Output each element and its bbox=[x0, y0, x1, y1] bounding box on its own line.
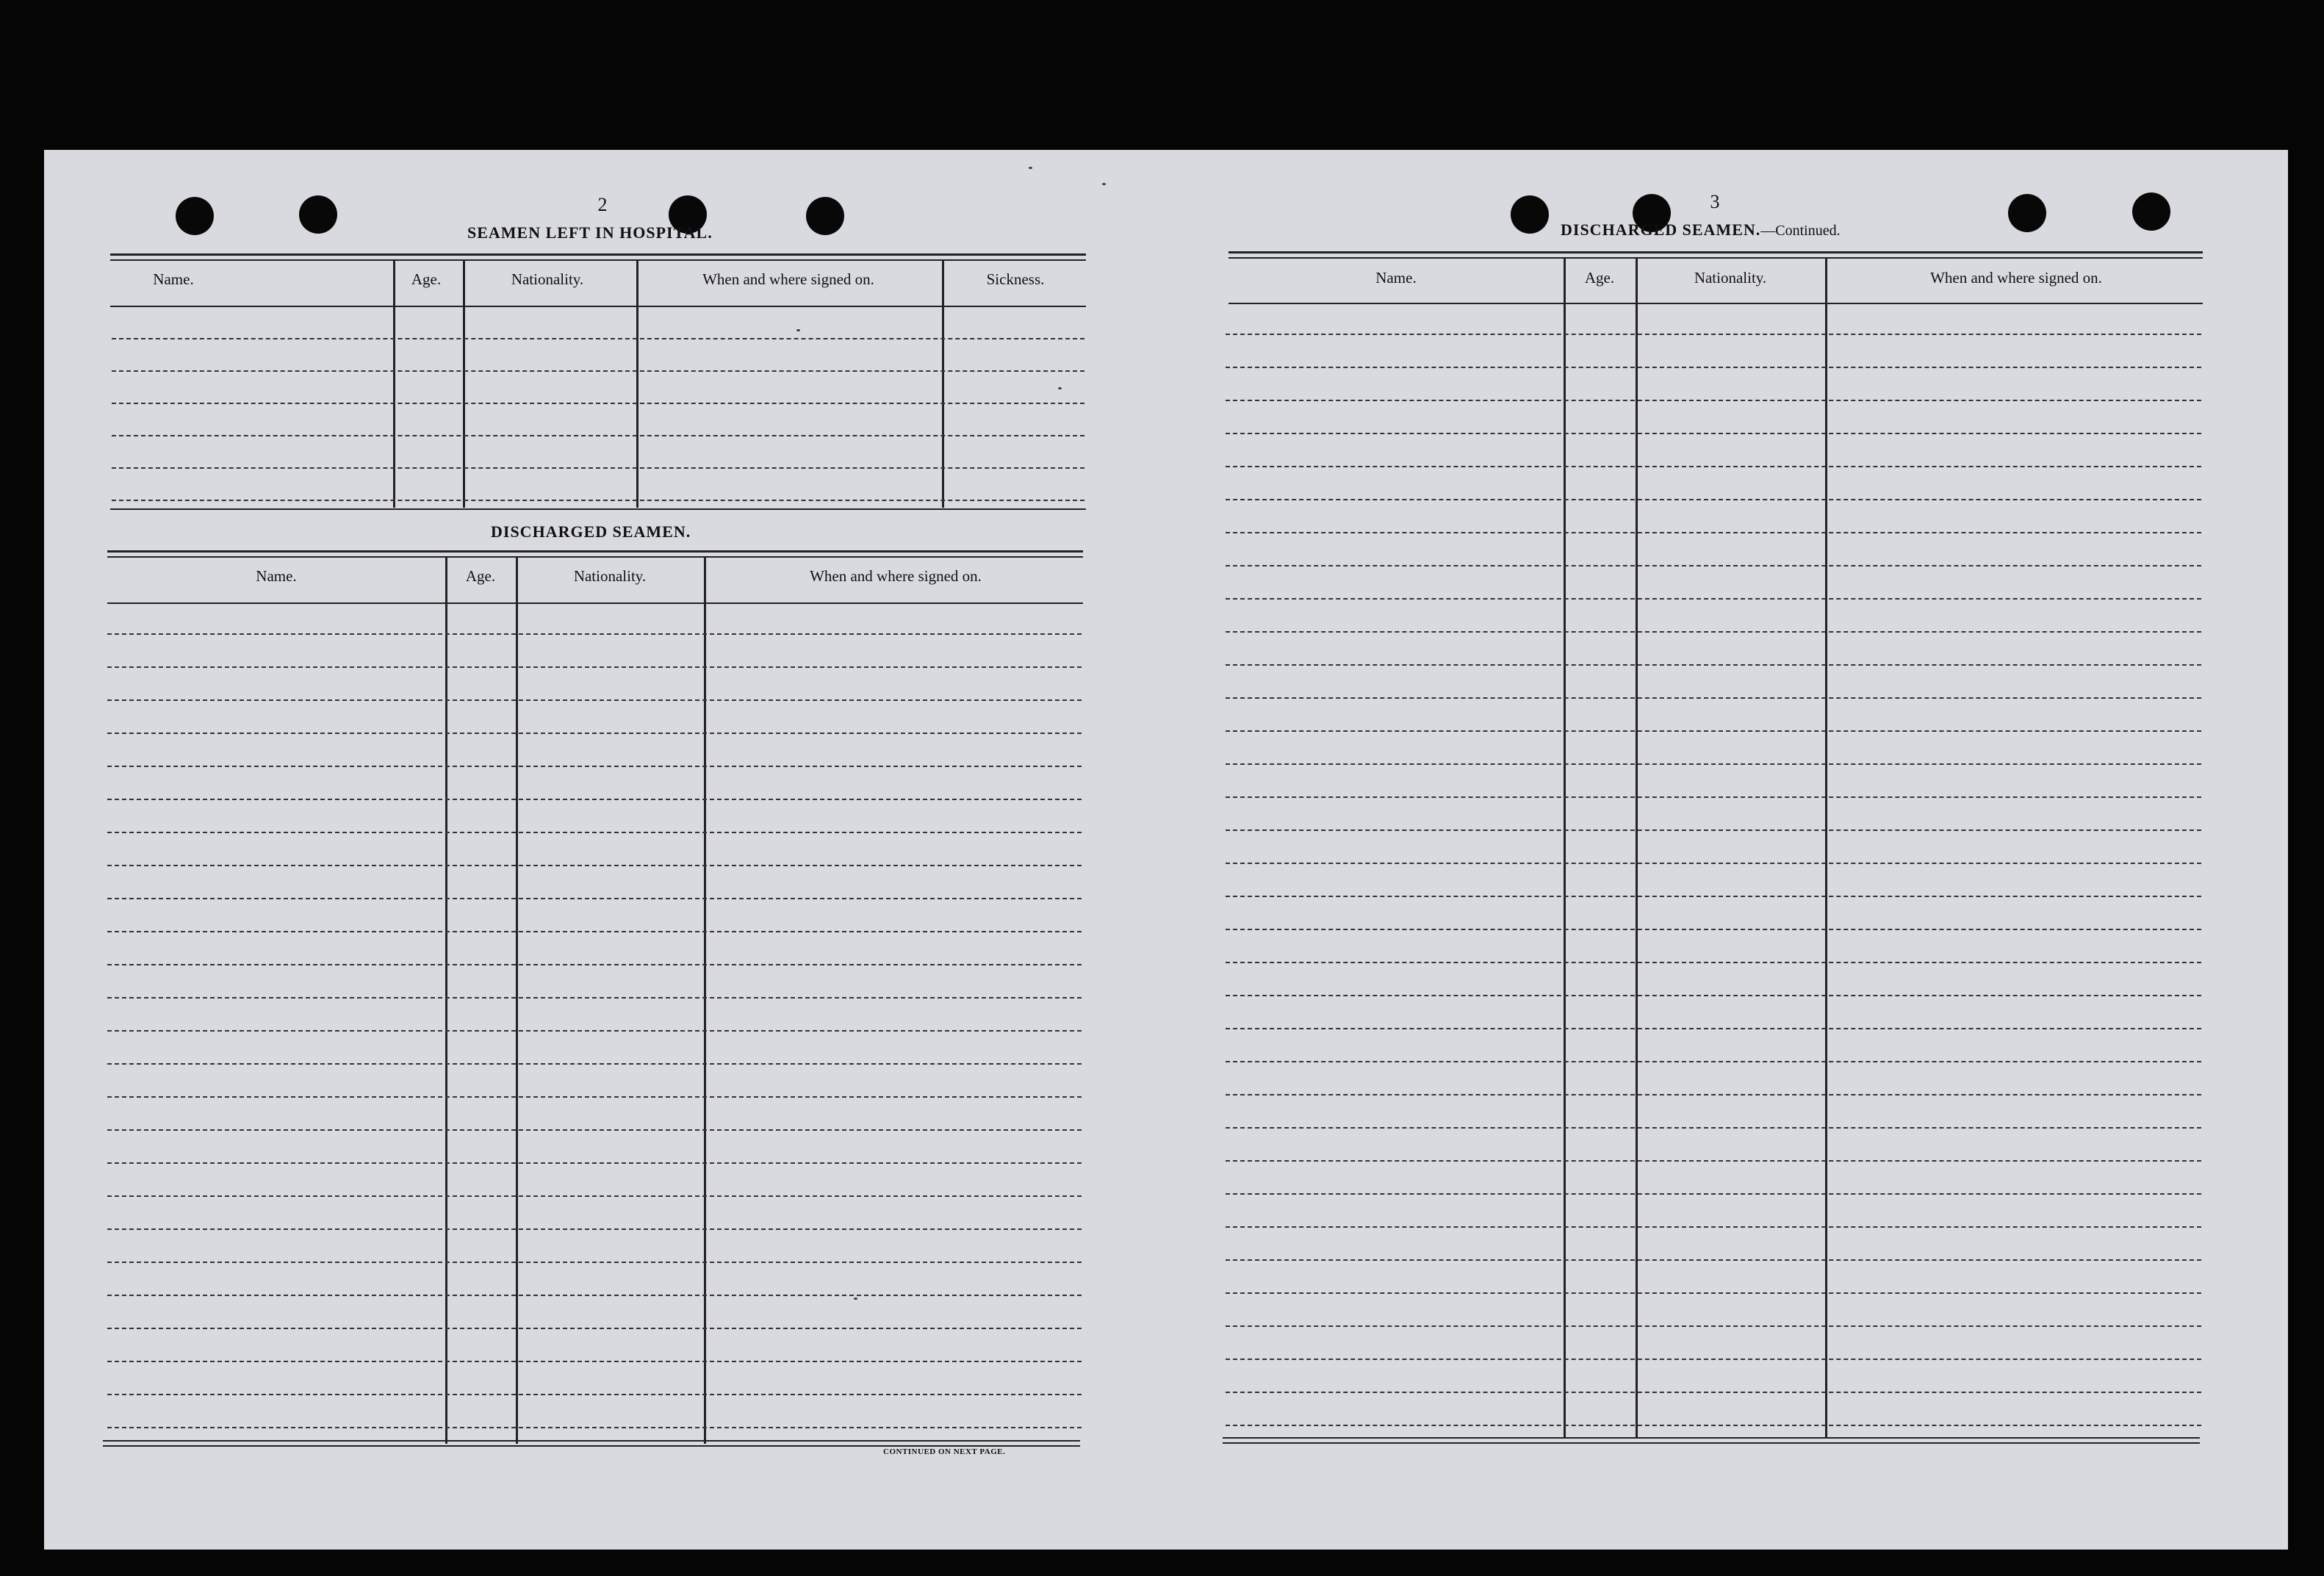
page-number-left: 2 bbox=[597, 194, 608, 215]
discharged-col-divider bbox=[445, 556, 447, 1444]
continued-col-age: Age. bbox=[1584, 269, 1615, 287]
hospital-section-title: SEAMEN LEFT IN HOSPITAL. bbox=[467, 223, 713, 242]
hospital-row-line bbox=[112, 467, 1084, 469]
discharged-table-bottom-rule bbox=[103, 1440, 1080, 1442]
continued-suffix: —Continued. bbox=[1760, 223, 1841, 239]
punch-hole bbox=[299, 195, 337, 234]
hospital-col-divider bbox=[393, 259, 395, 508]
continued-col-nationality: Nationality. bbox=[1694, 269, 1767, 287]
row-line bbox=[1226, 1425, 2201, 1426]
hospital-col-name: Name. bbox=[153, 270, 194, 288]
hospital-col-sickness: Sickness. bbox=[986, 270, 1045, 288]
document-sheet bbox=[44, 150, 2288, 1550]
hospital-row-line bbox=[112, 370, 1084, 372]
hospital-header-rule bbox=[110, 306, 1086, 307]
row-line bbox=[1226, 1325, 2201, 1327]
row-line bbox=[107, 799, 1082, 800]
row-line bbox=[1226, 433, 2201, 434]
row-line bbox=[1226, 796, 2201, 798]
row-line bbox=[1226, 598, 2201, 600]
discharged-col-divider bbox=[704, 556, 706, 1444]
row-line bbox=[107, 1030, 1082, 1032]
row-line bbox=[1226, 1193, 2201, 1195]
hospital-col-nationality: Nationality. bbox=[511, 270, 584, 288]
row-line bbox=[107, 865, 1082, 866]
row-line bbox=[107, 1328, 1082, 1329]
hospital-table-top-rule bbox=[110, 253, 1086, 256]
hospital-col-age: Age. bbox=[411, 270, 442, 288]
row-line bbox=[107, 1063, 1082, 1065]
hospital-col-signed-on: When and where signed on. bbox=[702, 270, 874, 288]
row-line bbox=[1226, 400, 2201, 401]
row-line bbox=[107, 1228, 1082, 1230]
punch-hole bbox=[2132, 192, 2170, 231]
continued-col-name: Name. bbox=[1375, 269, 1417, 287]
row-line bbox=[107, 1162, 1082, 1164]
row-line bbox=[1226, 1259, 2201, 1261]
row-line bbox=[107, 766, 1082, 767]
row-line bbox=[1226, 1094, 2201, 1095]
hospital-table-bottom-rule bbox=[110, 508, 1086, 510]
row-line bbox=[1226, 631, 2201, 633]
continued-header-rule bbox=[1228, 303, 2203, 304]
scan-speck bbox=[1058, 387, 1062, 389]
row-line bbox=[1226, 334, 2201, 335]
row-line bbox=[107, 1262, 1082, 1263]
row-line bbox=[1226, 995, 2201, 996]
punch-hole bbox=[1511, 195, 1549, 234]
row-line bbox=[1226, 1061, 2201, 1062]
continued-table-bottom-rule bbox=[1223, 1442, 2200, 1444]
page-number-right: 3 bbox=[1710, 191, 1720, 212]
row-line bbox=[107, 1394, 1082, 1395]
hospital-row-line bbox=[112, 500, 1084, 501]
row-line bbox=[107, 733, 1082, 734]
continued-table-top-rule bbox=[1228, 257, 2203, 259]
discharged-table-top-rule bbox=[107, 556, 1083, 558]
row-line bbox=[1226, 863, 2201, 864]
row-line bbox=[1226, 1028, 2201, 1029]
continued-table-bottom-rule bbox=[1223, 1437, 2200, 1439]
hospital-row-line bbox=[112, 403, 1084, 404]
row-line bbox=[107, 633, 1082, 635]
continued-col-signed-on: When and where signed on. bbox=[1930, 269, 2102, 287]
row-line bbox=[107, 1096, 1082, 1098]
hospital-col-divider bbox=[636, 259, 638, 508]
discharged-table-bottom-rule bbox=[103, 1445, 1080, 1447]
hospital-col-divider bbox=[463, 259, 465, 508]
scan-speck bbox=[796, 329, 800, 331]
scan-speck bbox=[854, 1298, 857, 1300]
row-line bbox=[107, 898, 1082, 899]
discharged-col-divider bbox=[516, 556, 518, 1444]
continued-table-top-rule bbox=[1228, 251, 2203, 253]
row-line bbox=[1226, 1359, 2201, 1360]
row-line bbox=[1226, 565, 2201, 566]
row-line bbox=[1226, 664, 2201, 666]
row-line bbox=[107, 1129, 1082, 1131]
row-line bbox=[1226, 1226, 2201, 1228]
row-line bbox=[1226, 499, 2201, 500]
discharged-section-title: DISCHARGED SEAMEN. bbox=[491, 522, 691, 541]
row-line bbox=[1226, 1292, 2201, 1294]
discharged-col-signed-on: When and where signed on. bbox=[810, 567, 982, 585]
row-line bbox=[1226, 1127, 2201, 1129]
row-line bbox=[1226, 896, 2201, 897]
row-line bbox=[1226, 466, 2201, 467]
discharged-continued-title-text: DISCHARGED SEAMEN. bbox=[1561, 220, 1761, 239]
row-line bbox=[1226, 367, 2201, 368]
discharged-col-age: Age. bbox=[465, 567, 496, 585]
row-line bbox=[107, 1427, 1082, 1428]
row-line bbox=[107, 1195, 1082, 1197]
punch-hole bbox=[176, 197, 214, 235]
discharged-table-top-rule bbox=[107, 550, 1083, 553]
punch-hole bbox=[806, 197, 844, 235]
row-line bbox=[107, 1361, 1082, 1362]
row-line bbox=[107, 997, 1082, 999]
hospital-row-line bbox=[112, 435, 1084, 436]
row-line bbox=[107, 1295, 1082, 1296]
row-line bbox=[1226, 929, 2201, 930]
row-line bbox=[1226, 1160, 2201, 1162]
scan-speck bbox=[1102, 183, 1106, 185]
row-line bbox=[107, 666, 1082, 668]
row-line bbox=[1226, 1392, 2201, 1393]
hospital-col-divider bbox=[942, 259, 944, 508]
hospital-row-line bbox=[112, 338, 1084, 339]
row-line bbox=[107, 699, 1082, 701]
row-line bbox=[1226, 730, 2201, 732]
discharged-col-nationality: Nationality. bbox=[573, 567, 647, 585]
row-line bbox=[107, 931, 1082, 932]
hospital-table-top-rule bbox=[110, 259, 1086, 261]
row-line bbox=[107, 832, 1082, 833]
row-line bbox=[1226, 763, 2201, 765]
discharged-col-name: Name. bbox=[256, 567, 297, 585]
row-line bbox=[1226, 830, 2201, 831]
continued-note: CONTINUED ON NEXT PAGE. bbox=[883, 1447, 1006, 1456]
discharged-continued-title bbox=[1561, 220, 1841, 240]
scan-speck bbox=[1029, 167, 1032, 169]
row-line bbox=[1226, 962, 2201, 963]
row-line bbox=[1226, 697, 2201, 699]
punch-hole bbox=[2008, 194, 2046, 232]
row-line bbox=[107, 964, 1082, 965]
discharged-header-rule bbox=[107, 602, 1083, 604]
row-line bbox=[1226, 532, 2201, 533]
